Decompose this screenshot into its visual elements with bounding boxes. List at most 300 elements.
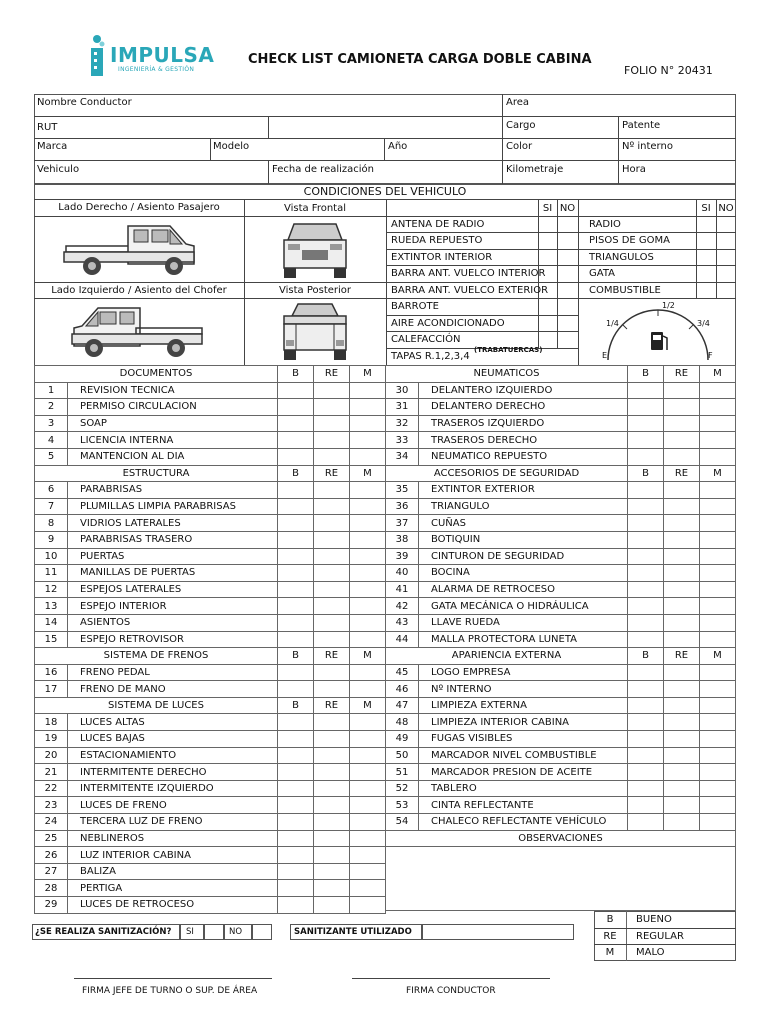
item-number: 26 bbox=[35, 847, 68, 864]
check-cell-re[interactable] bbox=[664, 598, 700, 615]
item-number: 15 bbox=[35, 631, 68, 648]
check-cell-m[interactable] bbox=[700, 714, 736, 731]
check-cell-b[interactable] bbox=[278, 448, 314, 465]
check-cell-b[interactable] bbox=[278, 531, 314, 548]
check-cell-b[interactable] bbox=[278, 598, 314, 615]
check-cell-m[interactable] bbox=[350, 448, 386, 465]
check-cell-b[interactable] bbox=[278, 548, 314, 565]
check-cell-re[interactable] bbox=[314, 664, 350, 681]
check-cell-m[interactable] bbox=[350, 415, 386, 432]
table-row bbox=[35, 664, 386, 681]
sanitizante-input[interactable] bbox=[422, 924, 574, 940]
table-row bbox=[35, 614, 386, 631]
field-area[interactable]: Area bbox=[506, 97, 530, 108]
item-number: 3 bbox=[35, 415, 68, 432]
logo-mark-icon bbox=[88, 34, 108, 78]
table-row bbox=[386, 498, 736, 515]
field-n-interno[interactable]: Nº interno bbox=[622, 141, 673, 152]
table-row bbox=[35, 747, 386, 764]
signature-label-jefe: FIRMA JEFE DE TURNO O SUP. DE ÁREA bbox=[82, 986, 258, 996]
item-label: PARABRISAS bbox=[68, 482, 278, 499]
table-row bbox=[386, 598, 736, 615]
item-label: ESPEJO INTERIOR bbox=[68, 598, 278, 615]
item-label: NEBLINEROS bbox=[68, 830, 278, 847]
check-cell-re[interactable] bbox=[314, 797, 350, 814]
check-cell-m[interactable] bbox=[700, 448, 736, 465]
check-cell-b[interactable] bbox=[628, 482, 664, 499]
check-cell-re[interactable] bbox=[314, 780, 350, 797]
item-number: 12 bbox=[35, 581, 68, 598]
check-cell-re[interactable] bbox=[664, 565, 700, 582]
check-cell-re[interactable] bbox=[314, 531, 350, 548]
table-row bbox=[35, 814, 386, 831]
check-cell-re[interactable] bbox=[664, 415, 700, 432]
check-cell-re[interactable] bbox=[314, 598, 350, 615]
gauge-quarter: 1/4 bbox=[606, 319, 619, 328]
header-si-left: SI bbox=[542, 203, 553, 214]
check-cell-re[interactable] bbox=[664, 581, 700, 598]
table-row bbox=[35, 863, 386, 880]
item-label: DELANTERO DERECHO bbox=[419, 399, 628, 416]
cond-item: TRIANGULOS bbox=[589, 252, 654, 263]
item-label: GATA MECÁNICA O HIDRÁULICA bbox=[419, 598, 628, 615]
check-cell-m[interactable] bbox=[350, 614, 386, 631]
check-cell-m[interactable] bbox=[700, 515, 736, 532]
table-row bbox=[35, 847, 386, 864]
item-number: 42 bbox=[386, 598, 419, 615]
check-cell-b[interactable] bbox=[278, 399, 314, 416]
check-cell-m[interactable] bbox=[700, 664, 736, 681]
item-number: 11 bbox=[35, 565, 68, 582]
item-number: 29 bbox=[35, 897, 68, 914]
sanitizacion-no-label: NO bbox=[229, 927, 243, 937]
check-cell-m[interactable] bbox=[350, 581, 386, 598]
item-number: 52 bbox=[386, 780, 419, 797]
item-label: FUGAS VISIBLES bbox=[419, 731, 628, 748]
column-header-b: B bbox=[628, 366, 664, 383]
check-cell-m[interactable] bbox=[700, 415, 736, 432]
field-patente[interactable]: Patente bbox=[622, 120, 661, 131]
check-cell-b[interactable] bbox=[628, 797, 664, 814]
check-cell-re[interactable] bbox=[314, 432, 350, 449]
check-cell-b[interactable] bbox=[278, 581, 314, 598]
check-cell-m[interactable] bbox=[350, 382, 386, 399]
gauge-full: F bbox=[708, 351, 713, 360]
check-cell-re[interactable] bbox=[314, 880, 350, 897]
check-cell-m[interactable] bbox=[350, 681, 386, 698]
cond-item: RADIO bbox=[589, 219, 621, 230]
item-label: CINTURON DE SEGURIDAD bbox=[419, 548, 628, 565]
item-label: BOTIQUIN bbox=[419, 531, 628, 548]
item-label: LUCES DE RETROCESO bbox=[68, 897, 278, 914]
item-number: 9 bbox=[35, 531, 68, 548]
check-cell-m[interactable] bbox=[700, 531, 736, 548]
check-cell-m[interactable] bbox=[700, 764, 736, 781]
check-cell-m[interactable] bbox=[350, 880, 386, 897]
item-label: ESPEJO RETROVISOR bbox=[68, 631, 278, 648]
check-cell-m[interactable] bbox=[350, 399, 386, 416]
item-number: 48 bbox=[386, 714, 419, 731]
field-color[interactable]: Color bbox=[506, 141, 533, 152]
check-cell-re[interactable] bbox=[314, 565, 350, 582]
item-number: 38 bbox=[386, 531, 419, 548]
column-header-b: B bbox=[628, 465, 664, 482]
table-row bbox=[386, 565, 736, 582]
check-cell-re[interactable] bbox=[664, 747, 700, 764]
check-cell-m[interactable] bbox=[700, 598, 736, 615]
item-label: ESTACIONAMIENTO bbox=[68, 747, 278, 764]
field-ano[interactable]: Año bbox=[388, 141, 408, 152]
logo-name: IMPULSA bbox=[110, 43, 215, 67]
item-number: 35 bbox=[386, 482, 419, 499]
check-cell-m[interactable] bbox=[350, 664, 386, 681]
item-label: LIMPIEZA EXTERNA bbox=[419, 697, 628, 714]
item-number: 31 bbox=[386, 399, 419, 416]
section-header-row bbox=[386, 648, 736, 665]
section-title: ESTRUCTURA bbox=[35, 465, 278, 482]
item-number: 46 bbox=[386, 681, 419, 698]
check-cell-m[interactable] bbox=[350, 814, 386, 831]
check-cell-m[interactable] bbox=[350, 714, 386, 731]
check-cell-m[interactable] bbox=[350, 432, 386, 449]
check-cell-m[interactable] bbox=[700, 382, 736, 399]
check-cell-re[interactable] bbox=[314, 847, 350, 864]
column-header-m: M bbox=[350, 366, 386, 383]
item-label: PERMISO CIRCULACION bbox=[68, 399, 278, 416]
check-cell-re[interactable] bbox=[314, 548, 350, 565]
item-label: INTERMITENTE IZQUIERDO bbox=[68, 780, 278, 797]
check-cell-b[interactable] bbox=[278, 415, 314, 432]
check-cell-m[interactable] bbox=[700, 731, 736, 748]
section-title: SISTEMA DE FRENOS bbox=[35, 648, 278, 665]
check-cell-re[interactable] bbox=[664, 797, 700, 814]
check-cell-b[interactable] bbox=[628, 747, 664, 764]
check-cell-re[interactable] bbox=[664, 515, 700, 532]
check-cell-re[interactable] bbox=[314, 731, 350, 748]
item-label: TABLERO bbox=[419, 780, 628, 797]
check-cell-b[interactable] bbox=[278, 664, 314, 681]
check-cell-re[interactable] bbox=[314, 764, 350, 781]
check-cell-re[interactable] bbox=[314, 747, 350, 764]
item-label: PLUMILLAS LIMPIA PARABRISAS bbox=[68, 498, 278, 515]
check-cell-m[interactable] bbox=[700, 565, 736, 582]
field-hora[interactable]: Hora bbox=[622, 164, 646, 175]
check-cell-re[interactable] bbox=[664, 482, 700, 499]
check-cell-m[interactable] bbox=[350, 531, 386, 548]
check-cell-re[interactable] bbox=[314, 399, 350, 416]
item-number: 30 bbox=[386, 382, 419, 399]
check-cell-re[interactable] bbox=[314, 498, 350, 515]
company-logo bbox=[88, 34, 215, 80]
check-cell-re[interactable] bbox=[314, 631, 350, 648]
check-cell-m[interactable] bbox=[350, 863, 386, 880]
check-cell-b[interactable] bbox=[278, 515, 314, 532]
check-cell-m[interactable] bbox=[350, 548, 386, 565]
check-cell-re[interactable] bbox=[664, 764, 700, 781]
sanitizacion-no-check[interactable] bbox=[252, 924, 272, 940]
check-cell-b[interactable] bbox=[628, 581, 664, 598]
table-row bbox=[386, 681, 736, 698]
item-label: FRENO PEDAL bbox=[68, 664, 278, 681]
check-cell-re[interactable] bbox=[664, 498, 700, 515]
check-cell-b[interactable] bbox=[628, 598, 664, 615]
table-row bbox=[35, 830, 386, 847]
check-cell-b[interactable] bbox=[628, 548, 664, 565]
check-cell-b[interactable] bbox=[628, 415, 664, 432]
check-cell-re[interactable] bbox=[664, 631, 700, 648]
table-row bbox=[35, 598, 386, 615]
item-number: 10 bbox=[35, 548, 68, 565]
table-row bbox=[35, 714, 386, 731]
check-cell-m[interactable] bbox=[700, 548, 736, 565]
item-number: 7 bbox=[35, 498, 68, 515]
column-header-b: B bbox=[278, 465, 314, 482]
table-row bbox=[386, 631, 736, 648]
item-number: 25 bbox=[35, 830, 68, 847]
item-number: 44 bbox=[386, 631, 419, 648]
check-cell-re[interactable] bbox=[314, 814, 350, 831]
fuel-gauge-icon[interactable] bbox=[596, 302, 720, 364]
item-label: SOAP bbox=[68, 415, 278, 432]
item-number: 24 bbox=[35, 814, 68, 831]
item-number: 33 bbox=[386, 432, 419, 449]
item-number: 32 bbox=[386, 415, 419, 432]
observaciones-area[interactable] bbox=[385, 828, 736, 911]
table-row bbox=[386, 515, 736, 532]
column-header-b: B bbox=[278, 366, 314, 383]
check-cell-re[interactable] bbox=[664, 614, 700, 631]
check-cell-m[interactable] bbox=[700, 498, 736, 515]
check-cell-re[interactable] bbox=[314, 581, 350, 598]
check-cell-re[interactable] bbox=[664, 681, 700, 698]
item-number: 14 bbox=[35, 614, 68, 631]
check-cell-m[interactable] bbox=[350, 830, 386, 847]
check-cell-re[interactable] bbox=[664, 432, 700, 449]
check-cell-b[interactable] bbox=[628, 714, 664, 731]
column-header-m: M bbox=[700, 648, 736, 665]
column-header-b: B bbox=[278, 697, 314, 714]
item-label: LUCES DE FRENO bbox=[68, 797, 278, 814]
check-cell-m[interactable] bbox=[350, 598, 386, 615]
check-cell-re[interactable] bbox=[314, 714, 350, 731]
folio-number: FOLIO N° 20431 bbox=[624, 64, 713, 77]
check-cell-re[interactable] bbox=[664, 399, 700, 416]
section-title: APARIENCIA EXTERNA bbox=[386, 648, 628, 665]
field-cargo[interactable]: Cargo bbox=[506, 120, 536, 131]
check-cell-b[interactable] bbox=[628, 382, 664, 399]
field-nombre-conductor[interactable]: Nombre Conductor bbox=[37, 97, 132, 108]
item-label: EXTINTOR EXTERIOR bbox=[419, 482, 628, 499]
section-header-row bbox=[35, 366, 386, 383]
check-cell-m[interactable] bbox=[350, 797, 386, 814]
check-cell-m[interactable] bbox=[700, 747, 736, 764]
check-cell-b[interactable] bbox=[278, 498, 314, 515]
check-cell-m[interactable] bbox=[700, 482, 736, 499]
check-cell-re[interactable] bbox=[664, 664, 700, 681]
check-cell-b[interactable] bbox=[278, 714, 314, 731]
check-cell-b[interactable] bbox=[628, 565, 664, 582]
item-label: PUERTAS bbox=[68, 548, 278, 565]
sanitizacion-si-check[interactable] bbox=[204, 924, 224, 940]
column-header-m: M bbox=[350, 465, 386, 482]
check-cell-b[interactable] bbox=[628, 697, 664, 714]
check-cell-re[interactable] bbox=[664, 548, 700, 565]
check-cell-b[interactable] bbox=[628, 780, 664, 797]
check-cell-m[interactable] bbox=[350, 565, 386, 582]
field-kilometraje[interactable]: Kilometraje bbox=[506, 164, 564, 175]
check-cell-m[interactable] bbox=[350, 897, 386, 914]
section-header-row bbox=[35, 465, 386, 482]
cond-item: BARRA ANT. VUELCO EXTERIOR bbox=[391, 285, 549, 296]
check-cell-m[interactable] bbox=[350, 747, 386, 764]
item-number: 39 bbox=[386, 548, 419, 565]
check-cell-b[interactable] bbox=[628, 731, 664, 748]
check-cell-re[interactable] bbox=[664, 382, 700, 399]
check-cell-re[interactable] bbox=[664, 697, 700, 714]
table-row bbox=[386, 797, 736, 814]
table-row bbox=[386, 548, 736, 565]
check-cell-m[interactable] bbox=[700, 631, 736, 648]
field-fecha[interactable]: Fecha de realización bbox=[272, 164, 375, 175]
field-modelo[interactable]: Modelo bbox=[213, 141, 250, 152]
check-cell-b[interactable] bbox=[628, 664, 664, 681]
check-cell-m[interactable] bbox=[700, 614, 736, 631]
check-cell-m[interactable] bbox=[700, 681, 736, 698]
item-label: TRIANGULO bbox=[419, 498, 628, 515]
check-cell-m[interactable] bbox=[700, 797, 736, 814]
check-cell-re[interactable] bbox=[664, 714, 700, 731]
truck-right-side-icon bbox=[62, 220, 202, 280]
signature-line-conductor[interactable] bbox=[352, 978, 550, 979]
check-cell-re[interactable] bbox=[314, 448, 350, 465]
check-cell-re[interactable] bbox=[664, 731, 700, 748]
item-number: 23 bbox=[35, 797, 68, 814]
check-cell-re[interactable] bbox=[314, 382, 350, 399]
item-label: LICENCIA INTERNA bbox=[68, 432, 278, 449]
check-cell-re[interactable] bbox=[314, 830, 350, 847]
table-row bbox=[35, 448, 386, 465]
table-row bbox=[386, 432, 736, 449]
column-header-re: RE bbox=[314, 465, 350, 482]
item-number: 40 bbox=[386, 565, 419, 582]
check-cell-b[interactable] bbox=[628, 399, 664, 416]
check-cell-b[interactable] bbox=[278, 681, 314, 698]
item-label: ALARMA DE RETROCESO bbox=[419, 581, 628, 598]
check-cell-re[interactable] bbox=[314, 681, 350, 698]
check-cell-re[interactable] bbox=[664, 448, 700, 465]
check-cell-m[interactable] bbox=[700, 697, 736, 714]
check-cell-b[interactable] bbox=[278, 830, 314, 847]
legend-meaning: REGULAR bbox=[636, 931, 684, 942]
table-row bbox=[35, 631, 386, 648]
check-cell-re[interactable] bbox=[664, 531, 700, 548]
check-cell-b[interactable] bbox=[628, 614, 664, 631]
item-number: 6 bbox=[35, 482, 68, 499]
check-cell-b[interactable] bbox=[278, 847, 314, 864]
signature-line-jefe[interactable] bbox=[74, 978, 272, 979]
check-cell-m[interactable] bbox=[700, 581, 736, 598]
item-number: 4 bbox=[35, 432, 68, 449]
item-label: MARCADOR PRESION DE ACEITE bbox=[419, 764, 628, 781]
item-label: BOCINA bbox=[419, 565, 628, 582]
check-cell-m[interactable] bbox=[350, 482, 386, 499]
check-cell-b[interactable] bbox=[278, 880, 314, 897]
check-cell-b[interactable] bbox=[628, 448, 664, 465]
check-cell-b[interactable] bbox=[628, 432, 664, 449]
item-label: LUZ INTERIOR CABINA bbox=[68, 847, 278, 864]
column-header-re: RE bbox=[664, 648, 700, 665]
check-cell-re[interactable] bbox=[314, 415, 350, 432]
check-cell-m[interactable] bbox=[700, 399, 736, 416]
check-cell-b[interactable] bbox=[278, 382, 314, 399]
check-cell-m[interactable] bbox=[350, 498, 386, 515]
check-cell-b[interactable] bbox=[278, 764, 314, 781]
column-header-re: RE bbox=[664, 366, 700, 383]
check-cell-b[interactable] bbox=[628, 764, 664, 781]
check-cell-m[interactable] bbox=[700, 780, 736, 797]
check-cell-b[interactable] bbox=[278, 780, 314, 797]
field-vehiculo[interactable]: Vehiculo bbox=[37, 164, 80, 175]
check-cell-re[interactable] bbox=[314, 515, 350, 532]
section-title: DOCUMENTOS bbox=[35, 366, 278, 383]
check-cell-b[interactable] bbox=[278, 747, 314, 764]
check-cell-b[interactable] bbox=[628, 531, 664, 548]
field-marca[interactable]: Marca bbox=[37, 141, 68, 152]
check-cell-re[interactable] bbox=[314, 482, 350, 499]
check-cell-b[interactable] bbox=[278, 565, 314, 582]
label-lado-izquierdo: Lado Izquierdo / Asiento del Chofer bbox=[51, 285, 227, 296]
check-cell-re[interactable] bbox=[314, 614, 350, 631]
check-cell-b[interactable] bbox=[628, 515, 664, 532]
check-cell-b[interactable] bbox=[278, 814, 314, 831]
check-cell-m[interactable] bbox=[700, 432, 736, 449]
cond-item-tapas-sup: (TRABATUERCAS) bbox=[474, 346, 543, 354]
check-cell-m[interactable] bbox=[350, 780, 386, 797]
check-cell-m[interactable] bbox=[350, 631, 386, 648]
cond-item: EXTINTOR INTERIOR bbox=[391, 252, 493, 263]
table-row bbox=[386, 415, 736, 432]
check-cell-b[interactable] bbox=[278, 897, 314, 914]
check-cell-b[interactable] bbox=[278, 863, 314, 880]
check-cell-re[interactable] bbox=[664, 780, 700, 797]
check-cell-b[interactable] bbox=[278, 797, 314, 814]
check-cell-b[interactable] bbox=[278, 731, 314, 748]
check-cell-re[interactable] bbox=[314, 897, 350, 914]
check-cell-m[interactable] bbox=[350, 764, 386, 781]
field-rut[interactable]: RUT bbox=[37, 122, 58, 133]
check-cell-b[interactable] bbox=[628, 498, 664, 515]
section-header-row bbox=[35, 697, 386, 714]
check-cell-b[interactable] bbox=[278, 614, 314, 631]
check-cell-re[interactable] bbox=[314, 863, 350, 880]
check-cell-m[interactable] bbox=[350, 515, 386, 532]
check-cell-m[interactable] bbox=[350, 731, 386, 748]
check-cell-b[interactable] bbox=[628, 681, 664, 698]
legend-code: RE bbox=[603, 931, 617, 942]
check-cell-b[interactable] bbox=[278, 432, 314, 449]
check-cell-b[interactable] bbox=[278, 482, 314, 499]
section-title: NEUMATICOS bbox=[386, 366, 628, 383]
column-header-m: M bbox=[700, 366, 736, 383]
cond-item-tapas: TAPAS R.1,2,3,4 bbox=[391, 351, 470, 362]
table-row bbox=[35, 681, 386, 698]
check-cell-b[interactable] bbox=[628, 631, 664, 648]
table-row bbox=[386, 764, 736, 781]
check-cell-m[interactable] bbox=[350, 847, 386, 864]
item-number: 28 bbox=[35, 880, 68, 897]
check-cell-b[interactable] bbox=[278, 631, 314, 648]
table-row bbox=[386, 399, 736, 416]
